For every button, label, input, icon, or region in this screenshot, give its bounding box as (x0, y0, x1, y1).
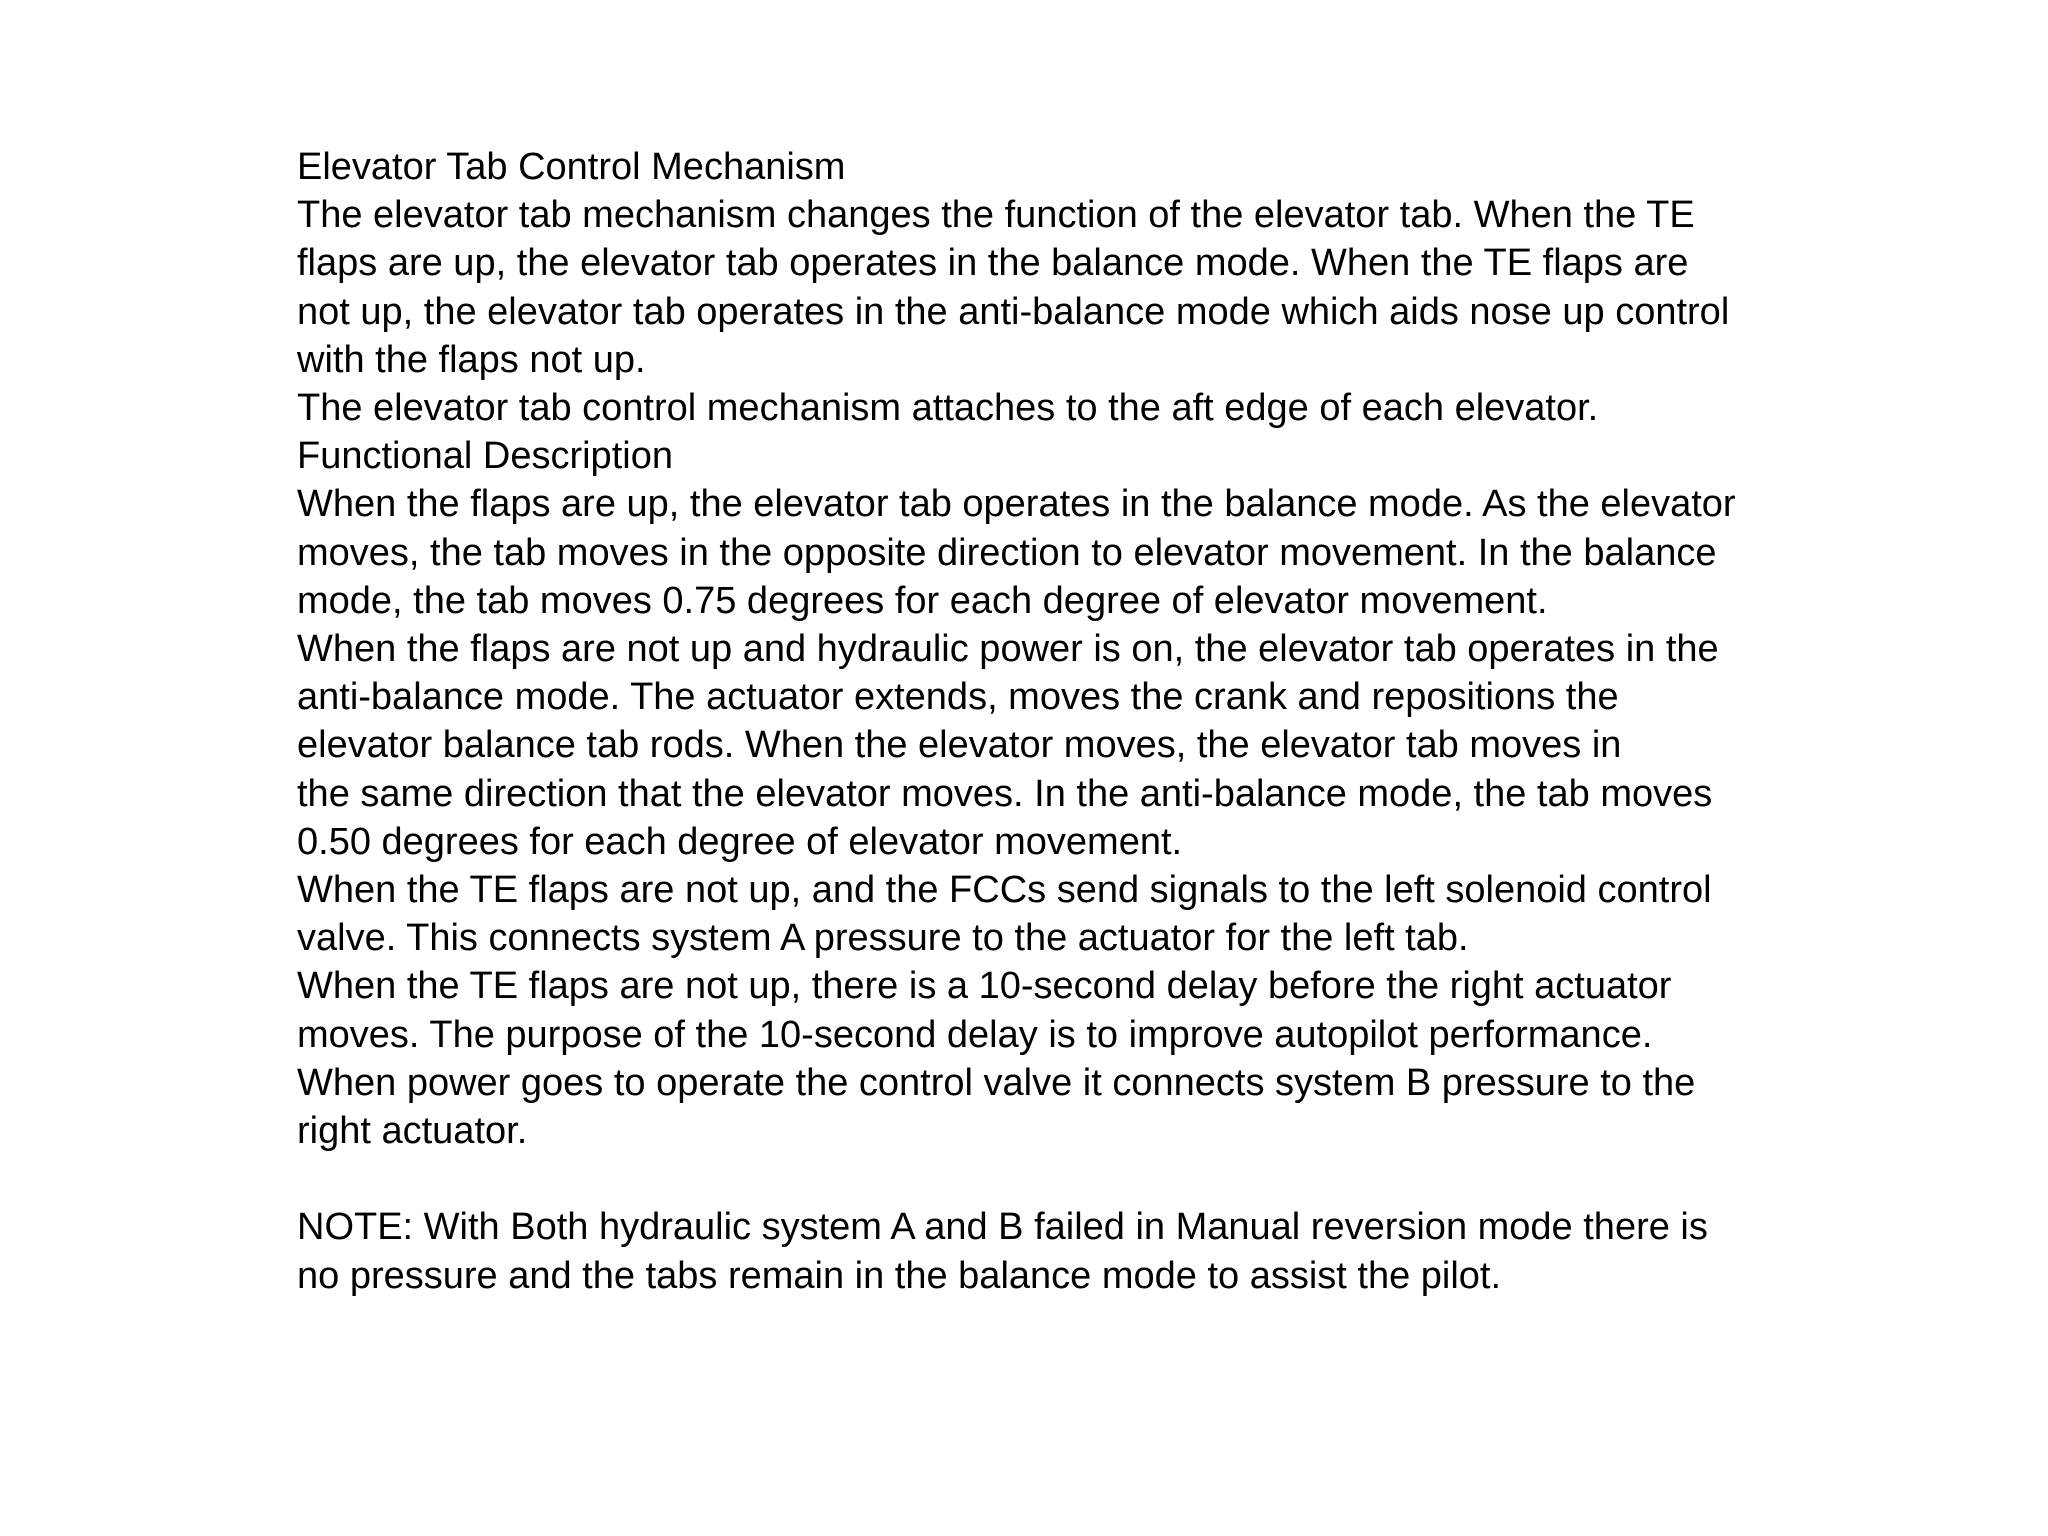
body-line: elevator balance tab rods. When the elevator moves, the elevator tab moves in (297, 724, 1622, 767)
body-line: When power goes to operate the control valve it connects system B pressure to the (297, 1061, 1696, 1104)
body-line: moves, the tab moves in the opposite direction to elevator movement. In the balance (297, 531, 1717, 574)
note-line: NOTE: With Both hydraulic system A and B failed in Manual reversion mode there is (297, 1206, 1708, 1249)
body-line: When the TE flaps are not up, there is a 10-second delay before the right actuator (297, 965, 1672, 1008)
body-line: When the TE flaps are not up, and the FCCs send signals to the left solenoid control (297, 869, 1712, 912)
body-line: flaps are up, the elevator tab operates in the balance mode. When the TE flaps are (297, 242, 1689, 285)
body-line: right actuator. (297, 1110, 528, 1153)
body-line: When the flaps are up, the elevator tab operates in the balance mode. As the elevator (297, 483, 1736, 526)
body-line: moves. The purpose of the 10-second delay is to improve autopilot performance. (297, 1013, 1653, 1056)
note-line: no pressure and the tabs remain in the balance mode to assist the pilot. (297, 1254, 1502, 1297)
body-line: The elevator tab mechanism changes the function of the elevator tab. When the TE (297, 194, 1695, 237)
body-line: not up, the elevator tab operates in the anti-balance mode which aids nose up control (297, 290, 1730, 333)
body-line: 0.50 degrees for each degree of elevator movement. (297, 820, 1183, 863)
body-line: mode, the tab moves 0.75 degrees for each degree of elevator movement. (297, 579, 1548, 622)
body-line: with the flaps not up. (297, 338, 646, 381)
body-line: anti-balance mode. The actuator extends, moves the crank and repositions the (297, 676, 1619, 719)
body-line: the same direction that the elevator moves. In the anti-balance mode, the tab moves (297, 772, 1713, 815)
body-line: When the flaps are not up and hydraulic power is on, the elevator tab operates in the (297, 628, 1719, 671)
subsection-title: Functional Description (297, 435, 673, 478)
section-title: Elevator Tab Control Mechanism (297, 146, 846, 188)
document-body (297, 143, 1877, 1300)
body-line: The elevator tab control mechanism attaches to the aft edge of each elevator. (297, 387, 1599, 430)
body-line: valve. This connects system A pressure to the actuator for the left tab. (297, 917, 1469, 960)
paragraph-spacer (297, 1155, 1877, 1203)
